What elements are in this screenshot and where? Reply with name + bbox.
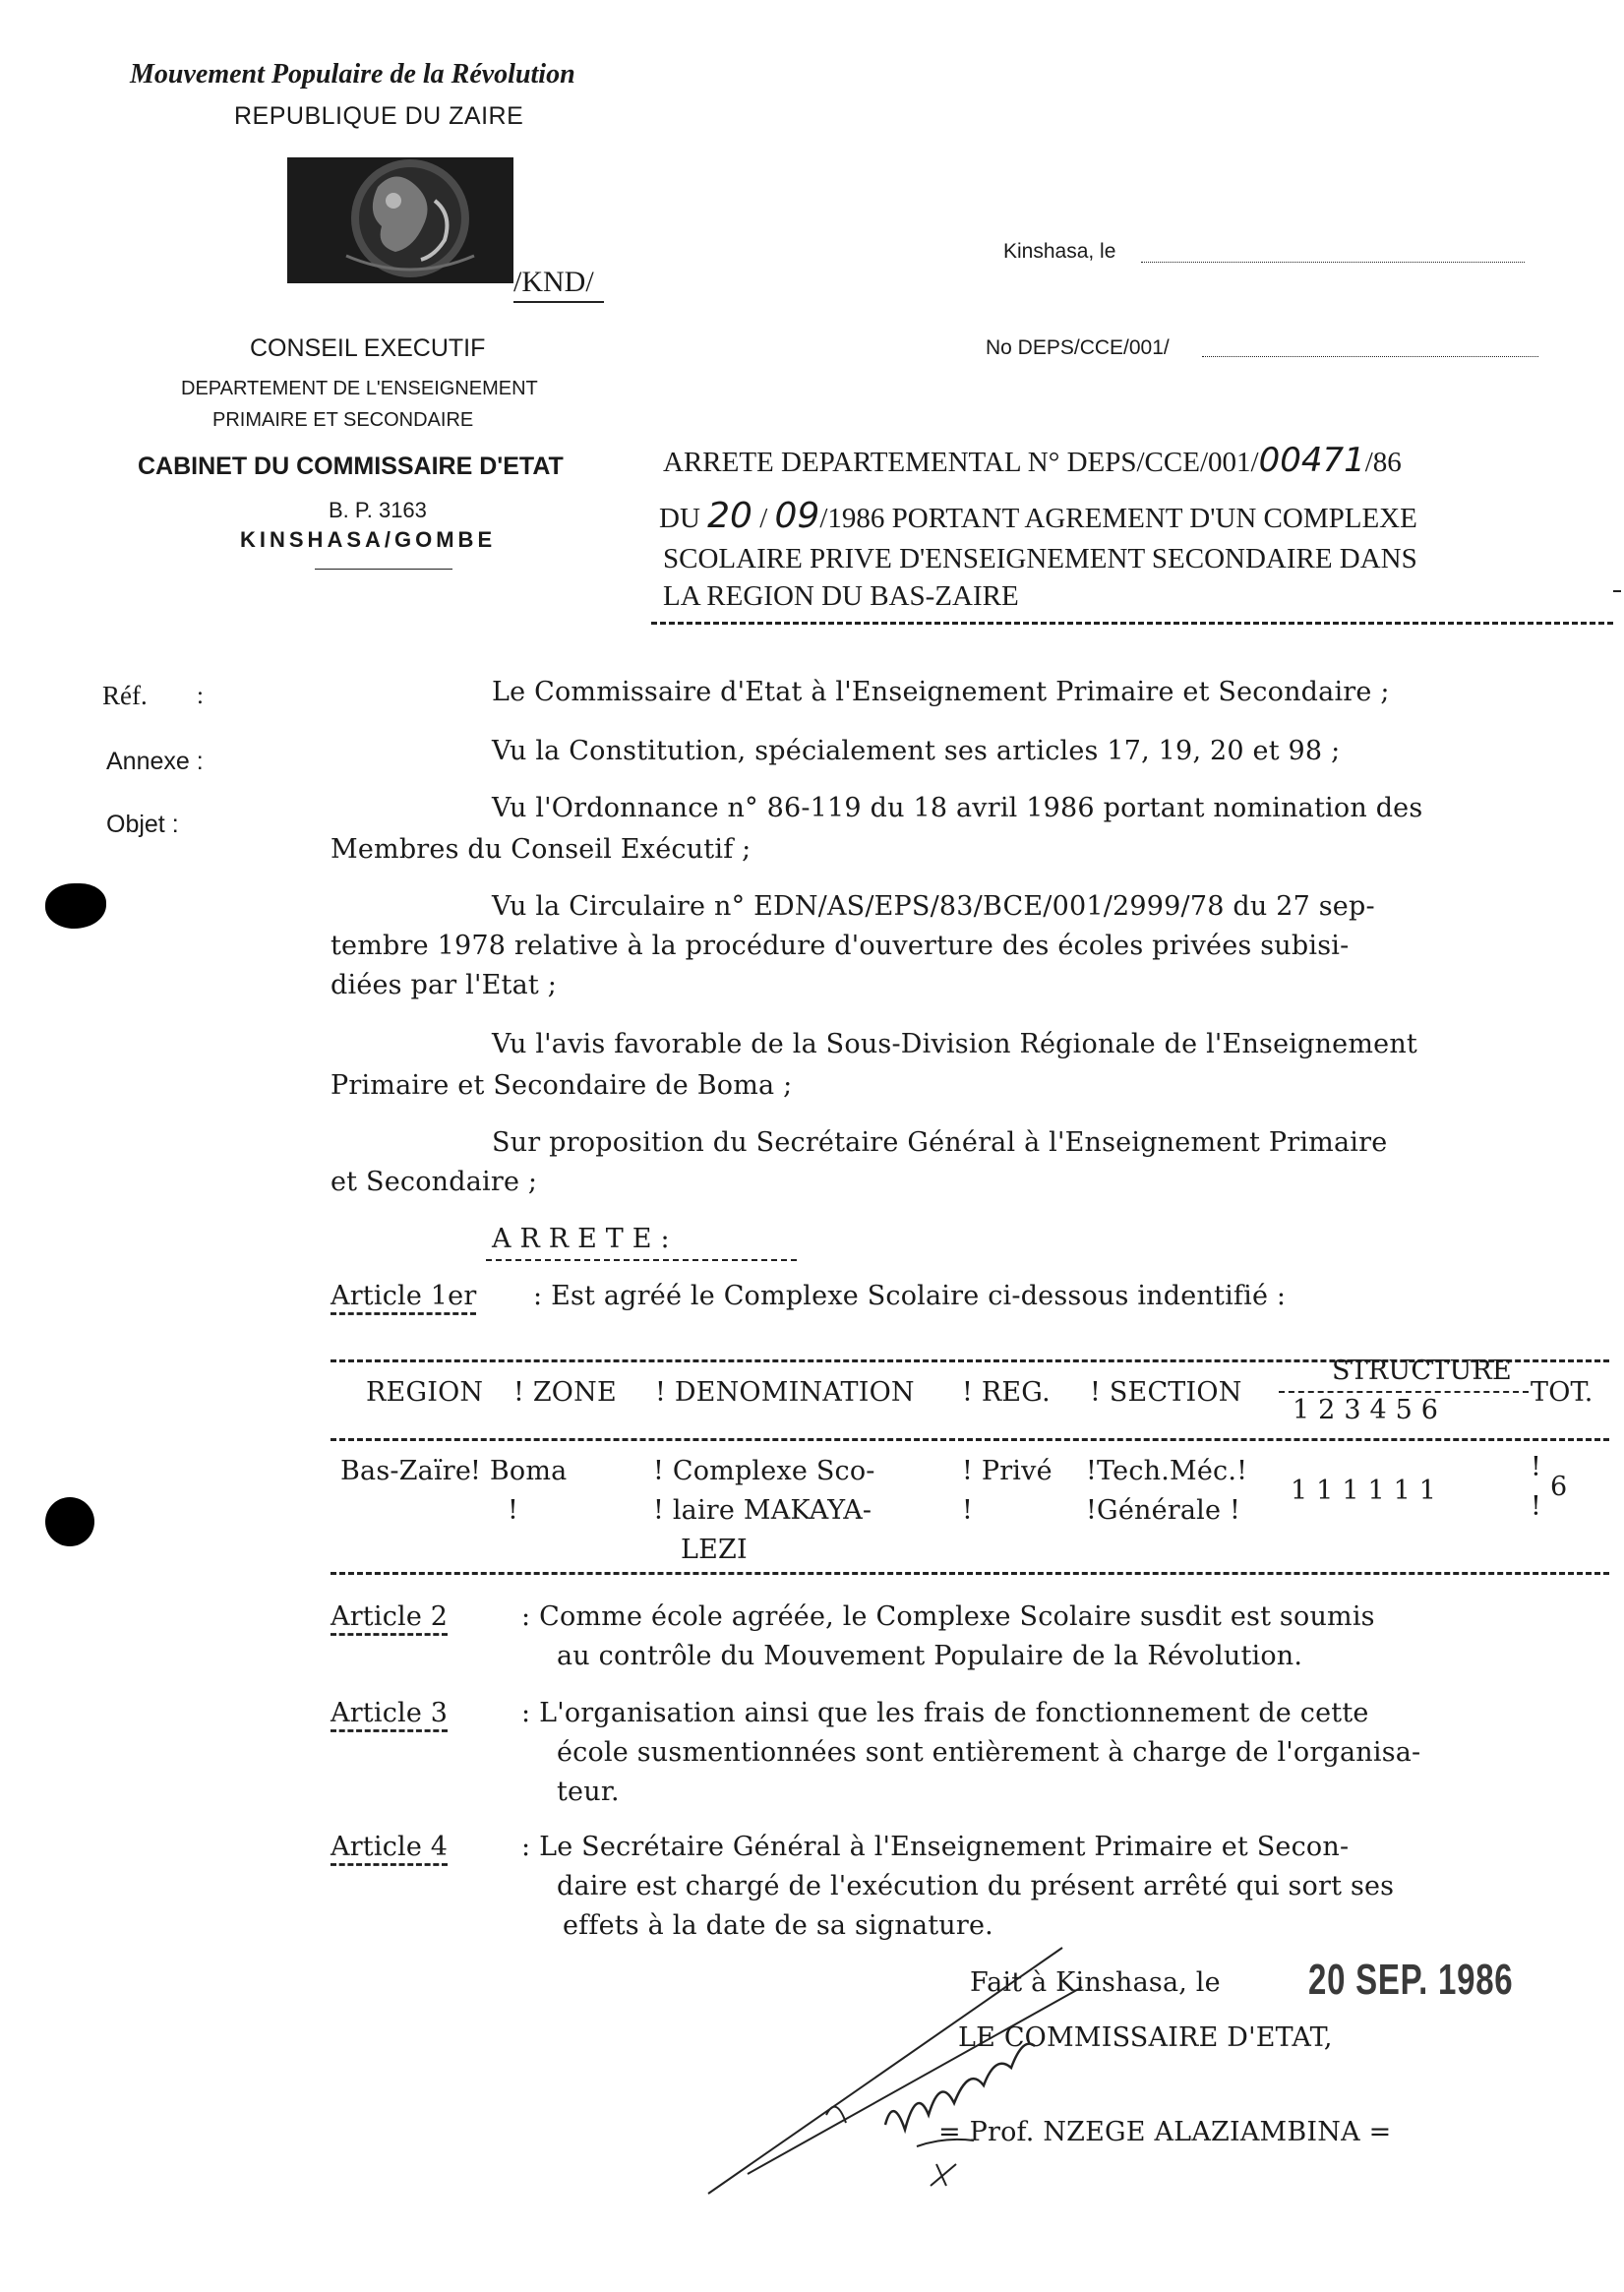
article-1-label: Article 1er <box>331 1281 477 1311</box>
signatory-name: = Prof. NZEGE ALAZIAMBINA = <box>938 2117 1392 2147</box>
place-date-label: Kinshasa, le <box>1003 240 1116 263</box>
city-gombe: KINSHASA/GOMBE <box>240 527 497 552</box>
table-cell-tot-bang-2: ! <box>1531 1491 1542 1522</box>
preamble-proposition-l2: et Secondaire ; <box>331 1167 538 1197</box>
table-cell-section-l2: !Générale ! <box>1086 1495 1241 1526</box>
punch-hole-mark-bottom <box>45 1497 94 1546</box>
article-3-label: Article 3 <box>331 1698 449 1728</box>
table-header-reg: ! REG. <box>962 1377 1051 1408</box>
right-edge-mark <box>1613 590 1621 592</box>
preamble-avis-l2: Primaire et Secondaire de Boma ; <box>331 1070 793 1101</box>
article-3-line3: teur. <box>557 1777 620 1807</box>
commissaire-title: LE COMMISSAIRE D'ETAT, <box>958 2022 1333 2053</box>
title-bottom-rule <box>651 622 1613 625</box>
table-bottom-rule <box>331 1572 1609 1575</box>
table-header-rule <box>331 1438 1609 1441</box>
republic-title: REPUBLIQUE DU ZAIRE <box>234 102 524 130</box>
emblem-code: /KND/ <box>513 266 594 298</box>
emblem-code-underline <box>513 301 604 303</box>
place-date-line <box>1141 262 1525 263</box>
movement-title: Mouvement Populaire de la Révolution <box>130 59 575 90</box>
article-2-label: Article 2 <box>331 1601 449 1632</box>
article-3-line2: école susmentionnées sont entièrement à charge de l'organisa- <box>557 1737 1421 1768</box>
table-cell-zone-bang: ! <box>508 1495 519 1526</box>
preamble-avis-l1: Vu l'avis favorable de la Sous-Division Régionale de l'Enseignement <box>492 1029 1417 1059</box>
table-header-region: REGION <box>366 1377 484 1408</box>
punch-hole-mark-top <box>45 883 106 929</box>
table-cell-zone: ! Boma <box>470 1456 568 1486</box>
council-title: CONSEIL EXECUTIF <box>250 334 486 362</box>
article-4-line3: effets à la date de sa signature. <box>563 1910 993 1941</box>
preamble-ordonnance-l2: Membres du Conseil Exécutif ; <box>331 834 752 865</box>
decree-month-handwritten: 09 <box>774 496 820 536</box>
table-cell-region: Bas-Zaïre <box>340 1456 472 1486</box>
decree-day-handwritten: 20 <box>707 496 752 536</box>
table-cell-denomination-l2: ! laire MAKAYA- <box>653 1495 872 1526</box>
arrete-underline <box>486 1259 797 1261</box>
preamble-ordonnance-l1: Vu l'Ordonnance n° 86-119 du 18 avril 1986 portant nomination des <box>492 793 1423 823</box>
table-cell-reg: ! Privé <box>962 1456 1053 1486</box>
department-line2: PRIMAIRE ET SECONDAIRE <box>212 409 474 431</box>
fait-a-kinshasa: Fait à Kinshasa, le <box>970 1967 1221 1998</box>
article-2-line1: : Comme école agréée, le Complexe Scolaire susdit est soumis <box>521 1601 1375 1632</box>
preamble-circulaire-l2: tembre 1978 relative à la procédure d'ouverture des écoles privées subisi- <box>331 931 1350 961</box>
margin-ref-colon: : <box>197 683 204 709</box>
postal-box: B. P. 3163 <box>329 498 427 522</box>
city-underline <box>315 569 452 570</box>
preamble-circulaire-l3: diées par l'Etat ; <box>331 970 558 1000</box>
preamble-commissaire: Le Commissaire d'Etat à l'Enseignement Primaire et Secondaire ; <box>492 677 1390 707</box>
decree-title-line3: SCOLAIRE PRIVE D'ENSEIGNEMENT SECONDAIRE DANS <box>663 543 1417 574</box>
cabinet-title: CABINET DU COMMISSAIRE D'ETAT <box>138 452 564 480</box>
decree-number-prefix: ARRETE DEPARTEMENTAL N° DEPS/CCE/001/ <box>663 447 1259 478</box>
table-cell-structure: 1 1 1 1 1 1 <box>1291 1476 1437 1506</box>
article-4-line1: : Le Secrétaire Général à l'Enseignement Primaire et Secon- <box>521 1832 1350 1862</box>
decree-title-rest: /1986 PORTANT AGREMENT D'UN COMPLEXE <box>819 503 1417 534</box>
handwritten-signature <box>689 1928 1200 2223</box>
table-header-structure: STRUCTURE <box>1332 1356 1512 1386</box>
table-cell-tot-bang-1: ! <box>1531 1452 1542 1482</box>
table-cell-section-l1: !Tech.Méc.! <box>1086 1456 1248 1486</box>
structure-divider <box>1279 1391 1529 1393</box>
table-header-section: ! SECTION <box>1090 1377 1242 1408</box>
table-header-tot: TOT. <box>1531 1377 1594 1408</box>
preamble-circulaire-l1: Vu la Circulaire n° EDN/AS/EPS/83/BCE/001/2999/78 du 27 sep- <box>492 891 1375 922</box>
decree-title-line2: DU 20 / 09/1986 PORTANT AGREMENT D'UN COMPLEXE <box>659 496 1417 536</box>
margin-objet: Objet : <box>106 811 179 838</box>
decree-number-suffix: /86 <box>1364 447 1402 478</box>
article-4-line2: daire est chargé de l'exécution du présent arrêté qui sort ses <box>557 1871 1395 1901</box>
table-cell-denomination-l3: LEZI <box>681 1535 748 1565</box>
table-header-zone: ! ZONE <box>513 1377 617 1408</box>
table-cell-reg-bang: ! <box>962 1495 974 1526</box>
ref-number-label: No DEPS/CCE/001/ <box>986 336 1170 359</box>
decree-title-line1 <box>663 441 1402 480</box>
table-header-structure-cols: 1 2 3 4 5 6 <box>1293 1395 1439 1425</box>
article-2-line2: au contrôle du Mouvement Populaire de la Révolution. <box>557 1641 1303 1671</box>
ref-number-line <box>1202 356 1538 357</box>
article-1-text: : Est agréé le Complexe Scolaire ci-dessous indentifié : <box>533 1281 1287 1311</box>
date-stamp: 20 SEP. 1986 <box>1308 1956 1514 2004</box>
arrete-heading: A R R E T E : <box>492 1224 670 1254</box>
article-3-line1: : L'organisation ainsi que les frais de fonctionnement de cette <box>521 1698 1369 1728</box>
national-emblem <box>287 157 513 283</box>
table-cell-tot: 6 <box>1550 1472 1568 1502</box>
preamble-constitution: Vu la Constitution, spécialement ses articles 17, 19, 20 et 98 ; <box>492 736 1341 766</box>
margin-ref: Réf. <box>102 681 148 710</box>
table-header-denomination: ! DENOMINATION <box>655 1377 915 1408</box>
article-4-label: Article 4 <box>331 1832 449 1862</box>
department-line1: DEPARTEMENT DE L'ENSEIGNEMENT <box>181 378 538 399</box>
decree-date-prefix: DU <box>659 503 700 534</box>
decree-number-handwritten: 00471 <box>1258 441 1365 480</box>
preamble-proposition-l1: Sur proposition du Secrétaire Général à l'Enseignement Primaire <box>492 1127 1388 1158</box>
table-cell-denomination-l1: ! Complexe Sco- <box>653 1456 875 1486</box>
decree-title-line4: LA REGION DU BAS-ZAIRE <box>663 580 1019 612</box>
margin-annexe: Annexe : <box>106 748 204 775</box>
